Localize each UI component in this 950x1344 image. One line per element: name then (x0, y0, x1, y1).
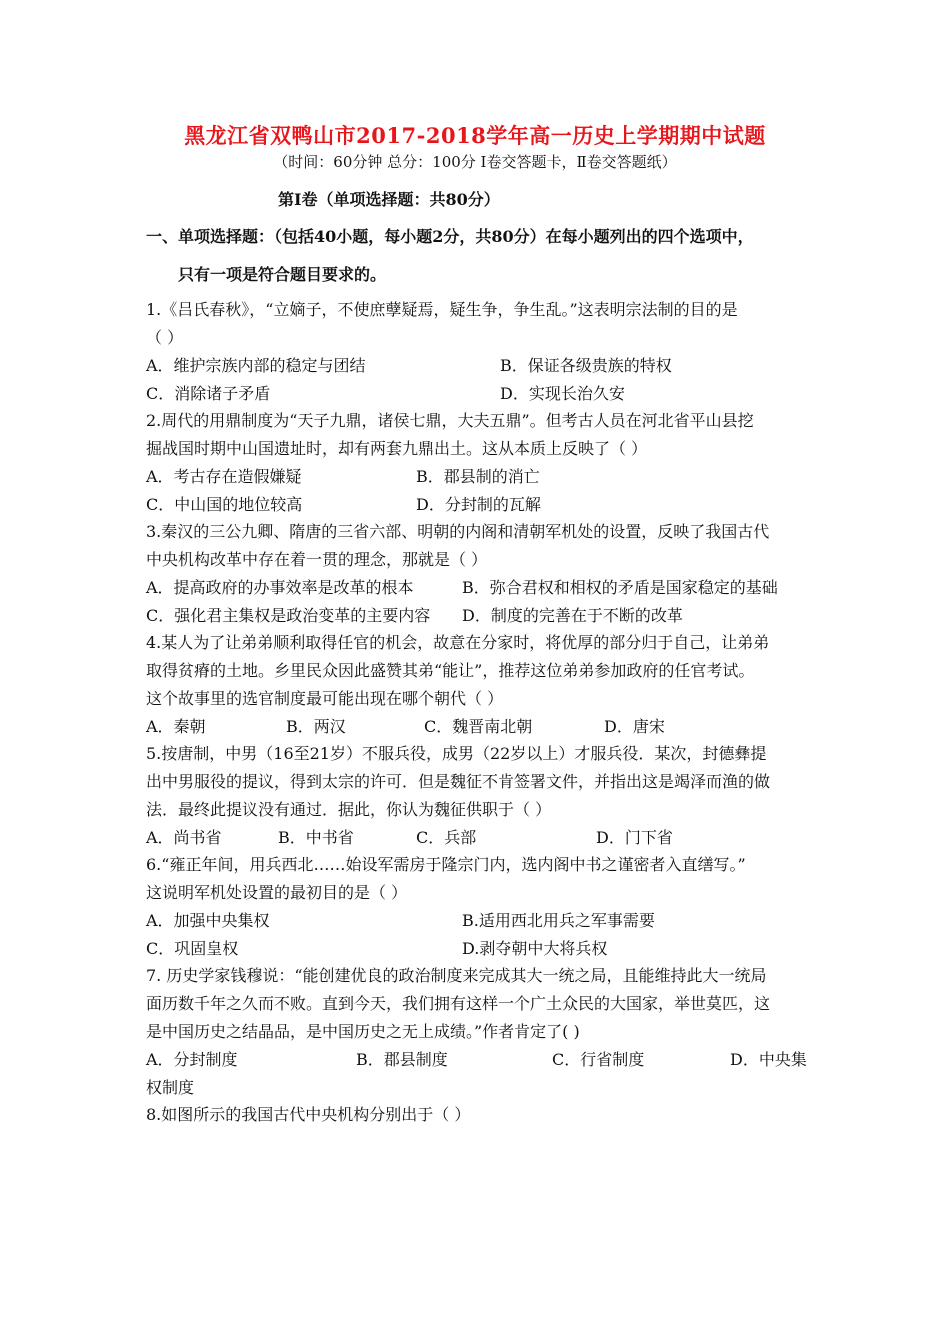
question-3-option-c: C．强化君主集权是政治变革的主要内容 (146, 606, 431, 625)
question-6-option-d: D.剥夺朝中大将兵权 (462, 939, 608, 958)
question-3-stem: 3.秦汉的三公九卿、隋唐的三省六部、明朝的内阁和清朝军机处的设置，反映了我国古代 (146, 522, 770, 541)
question-7-stem: 7. 历史学家钱穆说：“能创建优良的政治制度来完成其大一统之局，且能维持此大一统局 (146, 966, 767, 985)
question-8-stem: 8.如图所示的我国古代中央机构分别出于（ ） (146, 1105, 471, 1124)
question-5-option-a: A．尚书省 (146, 828, 222, 847)
question-3-stem-continued: 中央机构改革中存在着一贯的理念，那就是（ ） (146, 550, 488, 569)
question-2-option-a: A．考古存在造假嫌疑 (146, 467, 302, 486)
question-4-stem-continued: 取得贫瘠的土地。乡里民众因此盛赞其弟“能让”，推荐这位弟弟参加政府的任官考试。 (146, 661, 755, 680)
question-2-option-c: C．中山国的地位较高 (146, 495, 303, 514)
question-5-stem-continued: 出中男服役的提议，得到太宗的许可．但是魏征不肯签署文件，并指出这是竭泽而渔的做 (146, 772, 771, 791)
question-6-option-c: C．巩固皇权 (146, 939, 239, 958)
question-4-option-c: C．魏晋南北朝 (424, 717, 533, 736)
question-1-blank: （ ） (146, 328, 184, 347)
question-7-option-d-continued: 权制度 (146, 1078, 195, 1097)
question-6-option-a: A．加强中央集权 (146, 911, 270, 930)
question-6-stem: 6.“雍正年间，用兵西北……始设军需房于隆宗门内，选内阁中书之谨密者入直缮写。” (146, 855, 746, 874)
question-2-stem-continued: 掘战国时期中山国遗址时，却有两套九鼎出土。这从本质上反映了（ ） (146, 439, 648, 458)
question-7-option-b: B．郡县制度 (356, 1050, 448, 1069)
question-2-option-b: B．郡县制的消亡 (416, 467, 540, 486)
question-2-stem: 2.周代的用鼎制度为“天子九鼎，诸侯七鼎，大夫五鼎”。但考古人员在河北省平山县挖 (146, 411, 754, 430)
question-7-stem-continued: 面历数千年之久而不败。直到今天，我们拥有这样一个广土众民的大国家，举世莫匹，这 (146, 994, 771, 1013)
section-heading-continued: 只有一项是符合题目要求的。 (178, 265, 387, 284)
section-heading: 一、单项选择题：（包括40小题，每小题2分，共80分）在每小题列出的四个选项中， (146, 227, 754, 246)
question-7-option-c: C．行省制度 (552, 1050, 645, 1069)
question-2-option-d: D．分封制的瓦解 (416, 495, 541, 514)
question-6-stem-continued: 这说明军机处设置的最初目的是（ ） (146, 883, 408, 902)
volume-heading: 第Ⅰ卷（单项选择题：共80分） (278, 190, 500, 209)
question-4-option-b: B．两汉 (286, 717, 346, 736)
question-7-stem-continued-2: 是中国历史之结晶品，是中国历史之无上成绩。”作者肯定了( ) (146, 1022, 580, 1041)
exam-title: 黑龙江省双鸭山市2017-2018学年高一历史上学期期中试题 (184, 123, 766, 148)
exam-subtitle: （时间：60分钟 总分：100分 Ⅰ卷交答题卡，Ⅱ卷交答题纸） (273, 153, 677, 171)
question-4-stem-continued-2: 这个故事里的选官制度最可能出现在哪个朝代（ ） (146, 689, 504, 708)
question-5-option-b: B．中书省 (278, 828, 354, 847)
question-3-option-d: D．制度的完善在于不断的改革 (462, 606, 683, 625)
question-4-stem: 4.某人为了让弟弟顺利取得任官的机会，故意在分家时，将优厚的部分归于自己，让弟弟 (146, 633, 770, 652)
question-1-option-d: D．实现长治久安 (500, 384, 625, 403)
question-7-option-a: A．分封制度 (146, 1050, 238, 1069)
question-6-option-b: B.适用西北用兵之军事需要 (462, 911, 655, 930)
question-1-option-a: A．维护宗族内部的稳定与团结 (146, 356, 366, 375)
question-1-stem: 1.《吕氏春秋》，“立嫡子，不使庶孽疑焉，疑生争，争生乱。”这表明宗法制的目的是 (146, 300, 738, 319)
question-4-option-a: A．秦朝 (146, 717, 206, 736)
question-1-option-c: C．消除诸子矛盾 (146, 384, 271, 403)
question-5-stem: 5.按唐制，中男（16至21岁）不服兵役，成男（22岁以上）才服兵役．某次，封德彝提 (146, 744, 767, 763)
question-5-stem-continued-2: 法．最终此提议没有通过．据此，你认为魏征供职于（ ） (146, 800, 552, 819)
question-1-option-b: B．保证各级贵族的特权 (500, 356, 672, 375)
question-7-option-d: D．中央集 (730, 1050, 807, 1069)
question-5-option-c: C．兵部 (416, 828, 477, 847)
question-3-option-a: A．提高政府的办事效率是改革的根本 (146, 578, 414, 597)
question-3-option-b: B．弥合君权和相权的矛盾是国家稳定的基础 (462, 578, 778, 597)
question-4-option-d: D．唐宋 (604, 717, 665, 736)
question-5-option-d: D．门下省 (596, 828, 673, 847)
